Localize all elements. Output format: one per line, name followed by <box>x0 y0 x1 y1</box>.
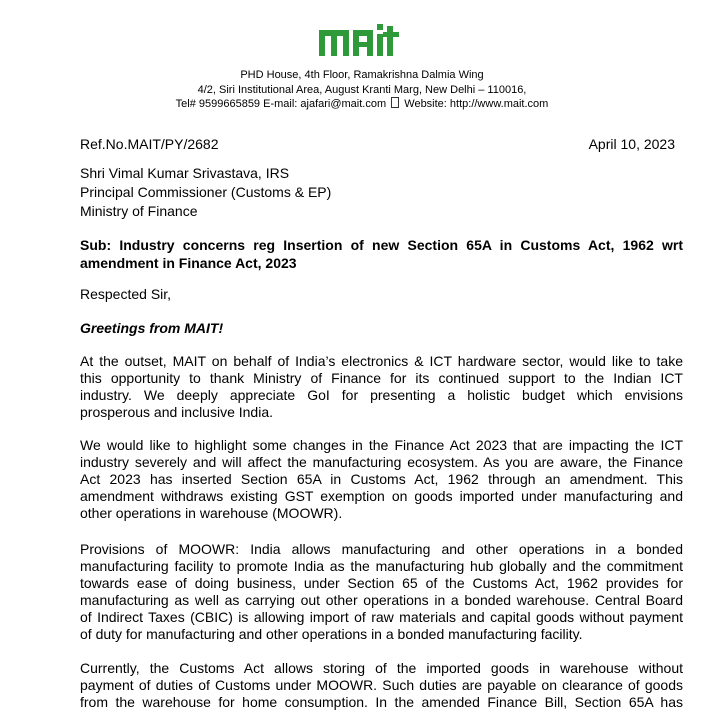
paragraph-line: We would like to highlight some changes in the Finance Act 2023 that are impacting the ICT <box>80 437 683 453</box>
paragraph-line: towards ease of doing business, under Section 65 of the Customs Act, 1962 provides for <box>80 575 683 591</box>
paragraph-line: Provisions of MOOWR: India allows manufacturing and other operations in a bonded <box>80 541 683 557</box>
subject-line-2: amendment in Finance Act, 2023 <box>80 255 297 271</box>
contact-phone-email: Tel# 9599665859 E-mail: ajafari@mait.com <box>175 98 387 110</box>
paragraph-line: from the warehouse for home consumption. In the amended Finance Bill, Section 65A has <box>80 694 683 710</box>
paragraph-intro <box>80 353 683 421</box>
addressee-block <box>80 164 331 221</box>
address-line-1: PHD House, 4th Floor, Ramakrishna Dalmia Wing <box>240 69 484 81</box>
logo-text: MAIT <box>318 9 357 26</box>
paragraph-line: this opportunity to thank Ministry of Finance for its continued support to the Indian ICT <box>80 370 683 386</box>
addressee-title: Principal Commissioner (Customs & EP) <box>80 184 332 200</box>
paragraph-finance-act <box>80 437 683 522</box>
paragraph-line: amendment withdraws existing GST exemption on goods imported under manufacturing and <box>80 488 683 504</box>
reference-number: Ref.No.MAIT/PY/2682 <box>80 136 219 152</box>
greeting: Greetings from MAIT! <box>80 320 224 336</box>
paragraph-line: Currently, the Customs Act allows storing of the imported goods in warehouse without <box>80 660 683 676</box>
mait-logo <box>0 9 723 63</box>
letterhead-address <box>52 68 672 112</box>
addressee-ministry: Ministry of Finance <box>80 203 198 219</box>
salutation: Respected Sir, <box>80 286 172 302</box>
paragraph-line: manufacturing facility to promote India as the manufacturing hub globally and the commitment <box>80 558 683 574</box>
reference-row <box>80 135 675 153</box>
separator-box-icon <box>391 97 399 108</box>
paragraph-line: of duty for manufacturing and other operations in a bonded manufacturing facility. <box>80 626 583 642</box>
addressee-name: Shri Vimal Kumar Srivastava, IRS <box>80 165 290 181</box>
subject-line <box>80 236 683 272</box>
address-line-2: 4/2, Siri Institutional Area, August Kranti Marg, New Delhi – 110016, <box>197 83 527 96</box>
paragraph-customs-act <box>80 660 683 711</box>
paragraph-line: Act 2023 has inserted Section 65A in Customs Act, 1962 through an amendment. This <box>80 471 683 487</box>
contact-line <box>52 97 672 112</box>
paragraph-moowr <box>80 541 683 643</box>
letter-date: April 10, 2023 <box>588 136 675 152</box>
mait-logo-mark <box>318 9 405 58</box>
paragraph-line: prosperous and inclusive India. <box>80 404 274 420</box>
paragraph-line: other operations in warehouse (MOOWR). <box>80 505 343 521</box>
paragraph-line: of Indirect Taxes (CBIC) is allowing import of raw materials and capital goods without payment <box>80 609 683 625</box>
paragraph-line: industry severely and will affect the manufacturing ecosystem. As you are aware, the Finance <box>80 454 683 470</box>
paragraph-line: industry. We deeply appreciate GoI for presenting a holistic budget which envisions <box>80 387 683 403</box>
paragraph-line: payment of duties of Customs under MOOWR. Such duties are payable on clearance of goods <box>80 677 683 693</box>
subject-line-1: Sub: Industry concerns reg Insertion of new Section 65A in Customs Act, 1962 wrt <box>80 237 683 253</box>
contact-website: Website: http://www.mait.com <box>404 98 549 110</box>
paragraph-line: At the outset, MAIT on behalf of India’s electronics & ICT hardware sector, would like to take <box>80 353 683 369</box>
paragraph-line: manufacturing as well as carrying out other operations in a bonded warehouse. Central Board <box>80 592 683 608</box>
